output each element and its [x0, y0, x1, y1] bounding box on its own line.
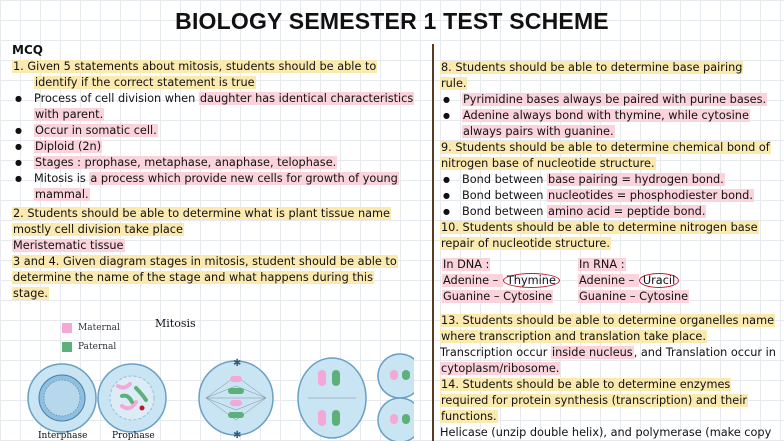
list-item: ● Process of cell division when daughter has identical characteristics with parent. — [12, 91, 424, 123]
list-item: ● Bond between amino acid = peptide bond. — [440, 204, 780, 220]
list-item: ● Bond between nucleotides = phosphodiester bond. — [440, 188, 780, 204]
telophase-cell — [378, 354, 414, 441]
list-item: ● Occur in somatic cell. — [12, 123, 424, 139]
interphase-cell — [28, 364, 96, 432]
list-item: ● Pyrimidine bases always be paired with purine bases. — [440, 92, 780, 108]
q1-line-1: 1. Given 5 statements about mitosis, students should be able to — [13, 60, 377, 73]
q34-line-3: stage. — [13, 287, 48, 300]
q14-line-3: functions. — [441, 410, 497, 423]
q14-line-1: 14. Students should be able to determine enzymes — [441, 378, 731, 391]
list-item: ● Diploid (2n) — [12, 139, 424, 155]
interphase-label: Interphase — [38, 431, 88, 441]
page-title: BIOLOGY SEMESTER 1 TEST SCHEME — [175, 8, 609, 34]
q9-bullet-list — [440, 172, 780, 220]
rna-block: In RNA : Adenine – Uracil Guanine – Cytosine — [579, 258, 689, 303]
q14-line-2: required for protein synthesis (transcription) and their — [441, 394, 747, 407]
q2-line-1: 2. Students should be able to determine what is plant tissue name — [13, 207, 390, 220]
anaphase-cell — [298, 358, 366, 438]
q14-answer: Helicase (unzip double helix), and polymerase (make copy — [440, 426, 772, 439]
q1-bullet-list — [12, 91, 424, 203]
column-divider — [432, 44, 434, 441]
q13-line-1: 13. Students should be able to determine organelles name — [441, 314, 775, 327]
mitosis-diagram — [18, 314, 414, 441]
q8-line-1: 8. Students should be able to determine base pairing — [441, 61, 743, 74]
q9-line-2: nitrogen base of nucleotide structure. — [441, 157, 655, 170]
thymine-circled: Thymine — [503, 273, 560, 288]
svg-text:✱: ✱ — [233, 430, 242, 441]
q2-answer: Meristematic tissue — [13, 239, 124, 252]
q2-line-2: mostly cell division take place — [13, 223, 183, 236]
list-item: ● Bond between base pairing = hydrogen bond. — [440, 172, 780, 188]
q9-line-1: 9. Students should be able to determine chemical bond of — [441, 141, 770, 154]
diagram-title: Mitosis — [155, 317, 196, 330]
q8-bullet-list — [440, 92, 780, 140]
prophase-label: Prophase — [112, 431, 155, 441]
q13-answer-2: cytoplasm/ribosome. — [441, 362, 560, 375]
q10-line-2: repair of nucleotide structure. — [441, 237, 610, 250]
q34-line-2: determine the name of the stage and what happens during this — [13, 271, 373, 284]
uracil-circled: Uracil — [639, 273, 679, 288]
q1-line-2: identify if the correct statement is true — [35, 76, 255, 89]
mitosis-cells-illustration — [18, 314, 414, 441]
mcq-heading: MCQ — [12, 43, 43, 57]
maternal-legend-label: Maternal — [78, 323, 120, 333]
metaphase-cell — [199, 358, 273, 441]
dna-block: In DNA : Adenine – Thymine Guanine – Cytosine — [442, 257, 560, 305]
svg-text:✱: ✱ — [233, 358, 242, 369]
q13-line-2: where transcription and translation take place. — [441, 330, 706, 343]
list-item: ● Mitosis is a process which provide new cells for growth of young mammal. — [12, 171, 424, 203]
q8-line-2: rule. — [441, 77, 467, 90]
q13-answer-1: Transcription occur inside nucleus, and Translation occur in — [440, 346, 776, 359]
list-item: ● Adenine always bond with thymine, while cytosine always pairs with guanine. — [440, 108, 780, 140]
base-pair-table — [440, 257, 780, 309]
prophase-cell — [98, 364, 166, 432]
list-item: ● Stages : prophase, metaphase, anaphase, telophase. — [12, 155, 424, 171]
left-column — [12, 42, 424, 302]
q10-line-1: 10. Students should be able to determine nitrogen base — [441, 221, 758, 234]
q34-line-1: 3 and 4. Given diagram stages in mitosis, student should be able to — [13, 255, 397, 268]
paternal-legend-label: Paternal — [78, 342, 117, 352]
right-column — [440, 60, 780, 441]
